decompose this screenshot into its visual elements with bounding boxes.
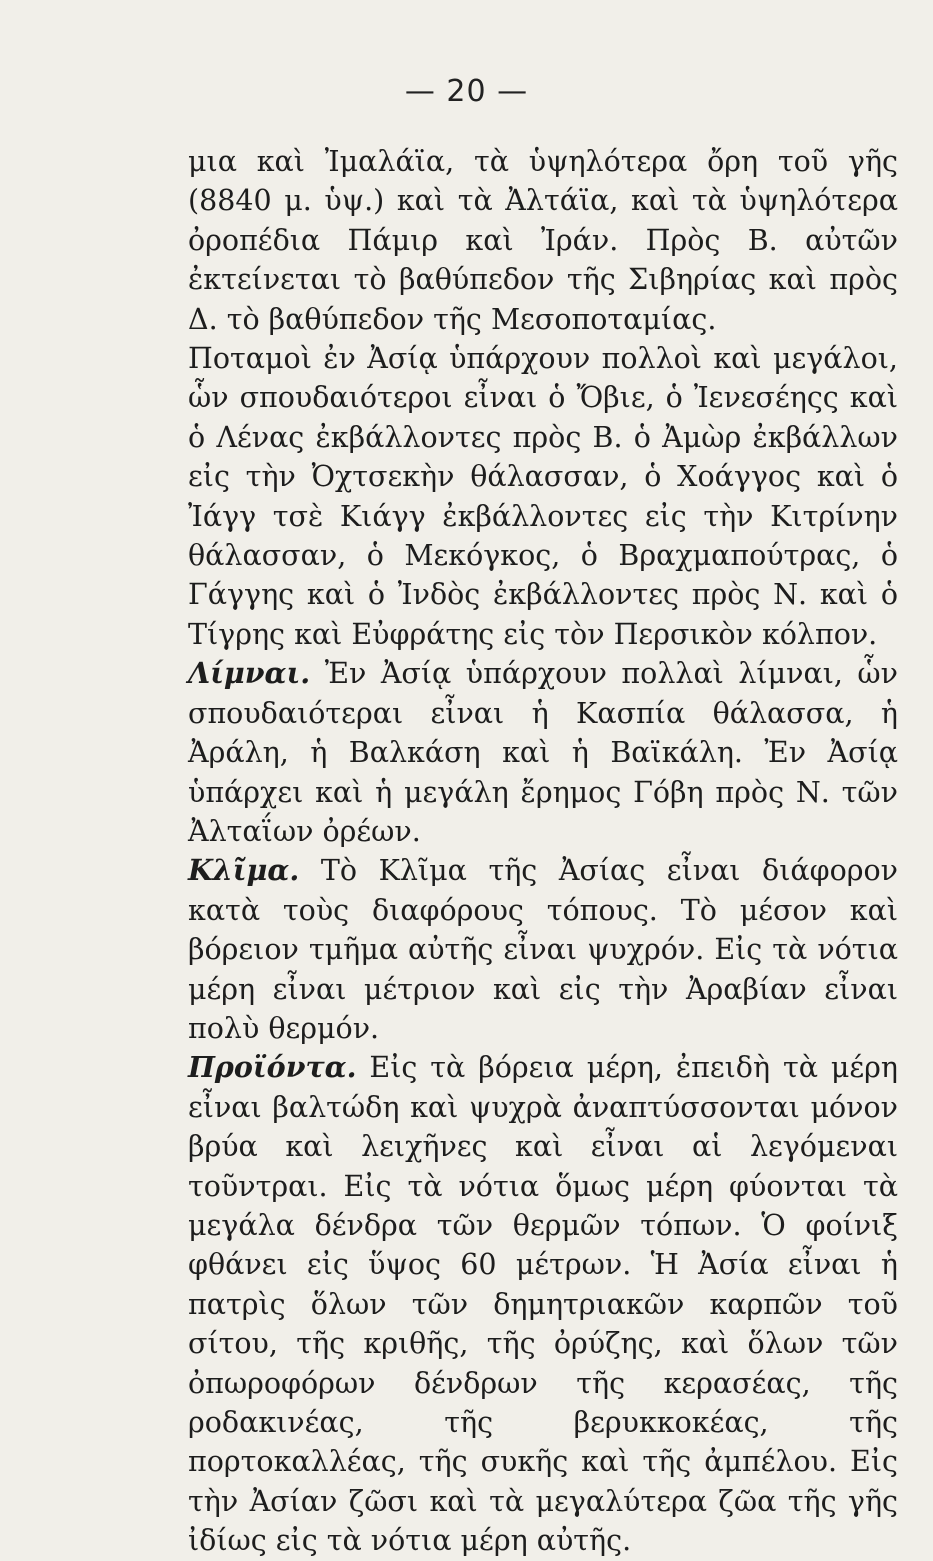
paragraph-text: Εἰς τὰ βόρεια μέρη, ἐπειδὴ τὰ μέρη εἶναι βαλτώδη καὶ ψυχρὰ ἀναπτύσσονται μόνον βρύα καὶ λειχῆνες καὶ εἶναι αἱ λεγόμεναι τοῦντραι. Εἰς τὰ νότια ὅμως μέρη φύονται τὰ μεγάλα δένδρα τῶν θερμῶν τόπων. Ὁ φοίνιξ φθάνει εἰς ὕψος 60 μέτρων. Ἡ Ἀσία εἶναι ἡ πατρὶς ὅλων τῶν δημητριακῶν καρπῶν τοῦ σίτου, τῆς κριθῆς, τῆς ὀρύζης, καὶ ὅλων τῶν ὀπωροφόρων δένδρων τῆς κερασέας, τῆς ροδακινέας, τῆς βερυκκοκέας, τῆς πορτοκαλλέας, τῆς συκῆς καὶ τῆς ἀμπέλου. Εἰς τὴν Ἀσίαν ζῶσι καὶ τὰ μεγαλύτερα ζῶα τῆς γῆς ἰδίως εἰς τὰ νότια μέρη αὐτῆς. bbox=[188, 1051, 898, 1558]
paragraph-mountains bbox=[188, 142, 898, 339]
paragraph-text: Ποταμοὶ ἐν Ἀσίᾳ ὑπάρχουν πολλοὶ καὶ μεγάλοι, ὧν σπουδαιότεροι εἶναι ὁ Ὄβιε, ὁ Ἰενεσέηςς καὶ ὁ Λένας ἐκβάλλοντες πρὸς Β. ὁ Ἀμὼρ ἐκβάλλων εἰς τὴν Ὀχτσεκὴν θάλασσαν, ὁ Χοάγγος καὶ ὁ Ἰάγγ τσὲ Κιάγγ ἐκβάλλοντες εἰς τὴν Κιτρίνην θάλασσαν, ὁ Μεκόγκος, ὁ Βραχμαπούτρας, ὁ Γάγγης καὶ ὁ Ἰνδὸς ἐκβάλλοντες πρὸς Ν. καὶ ὁ Τίγρης καὶ Εὐφράτης εἰς τὸν Περσικὸν κόλπον. bbox=[188, 342, 898, 651]
paragraph-text: μια καὶ Ἰμαλάϊα, τὰ ὑψηλότερα ὄρη τοῦ γῆς (8840 μ. ὑψ.) καὶ τὰ Ἀλτάϊα, καὶ τὰ ὑψηλότερα ὀροπέδια Πάμιρ καὶ Ἰράν. Πρὸς Β. αὐτῶν ἐκτείνεται τὸ βαθύπεδον τῆς Σιβηρίας καὶ πρὸς Δ. τὸ βαθύπεδον τῆς Μεσοποταμίας. bbox=[188, 145, 898, 336]
paragraph-text: Ἐν Ἀσίᾳ ὑπάρχουν πολλαὶ λίμναι, ὧν σπουδαιότεραι εἶναι ἡ Κασπία θάλασσα, ἡ Ἀράλη, ἡ Βαλκάση καὶ ἡ Βαϊκάλη. Ἐν Ἀσίᾳ ὑπάρχει καὶ ἡ μεγάλη ἔρημος Γόβη πρὸς Ν. τῶν Ἀλταΐων ὀρέων. bbox=[188, 657, 898, 848]
body-text bbox=[188, 142, 898, 1561]
section-heading-lakes: Λίμναι. bbox=[188, 656, 311, 691]
paragraph-text: Τὸ Κλῖμα τῆς Ἀσίας εἶναι διάφορον κατὰ τοὺς διαφόρους τόπους. Τὸ μέσον καὶ βόρειον τμῆμα αὐτῆς εἶναι ψυχρόν. Εἰς τὰ νότια μέρη εἶναι μέτριον καὶ εἰς τὴν Ἀραβίαν εἶναι πολὺ θερμόν. bbox=[188, 854, 898, 1045]
section-heading-climate: Κλῖμα. bbox=[188, 853, 300, 888]
paragraph-climate bbox=[188, 851, 898, 1048]
section-heading-products: Προϊόντα. bbox=[188, 1050, 357, 1085]
page-number: — 20 — bbox=[404, 74, 529, 109]
paragraph-products bbox=[188, 1048, 898, 1560]
paragraph-rivers bbox=[188, 339, 898, 654]
paragraph-lakes bbox=[188, 654, 898, 851]
